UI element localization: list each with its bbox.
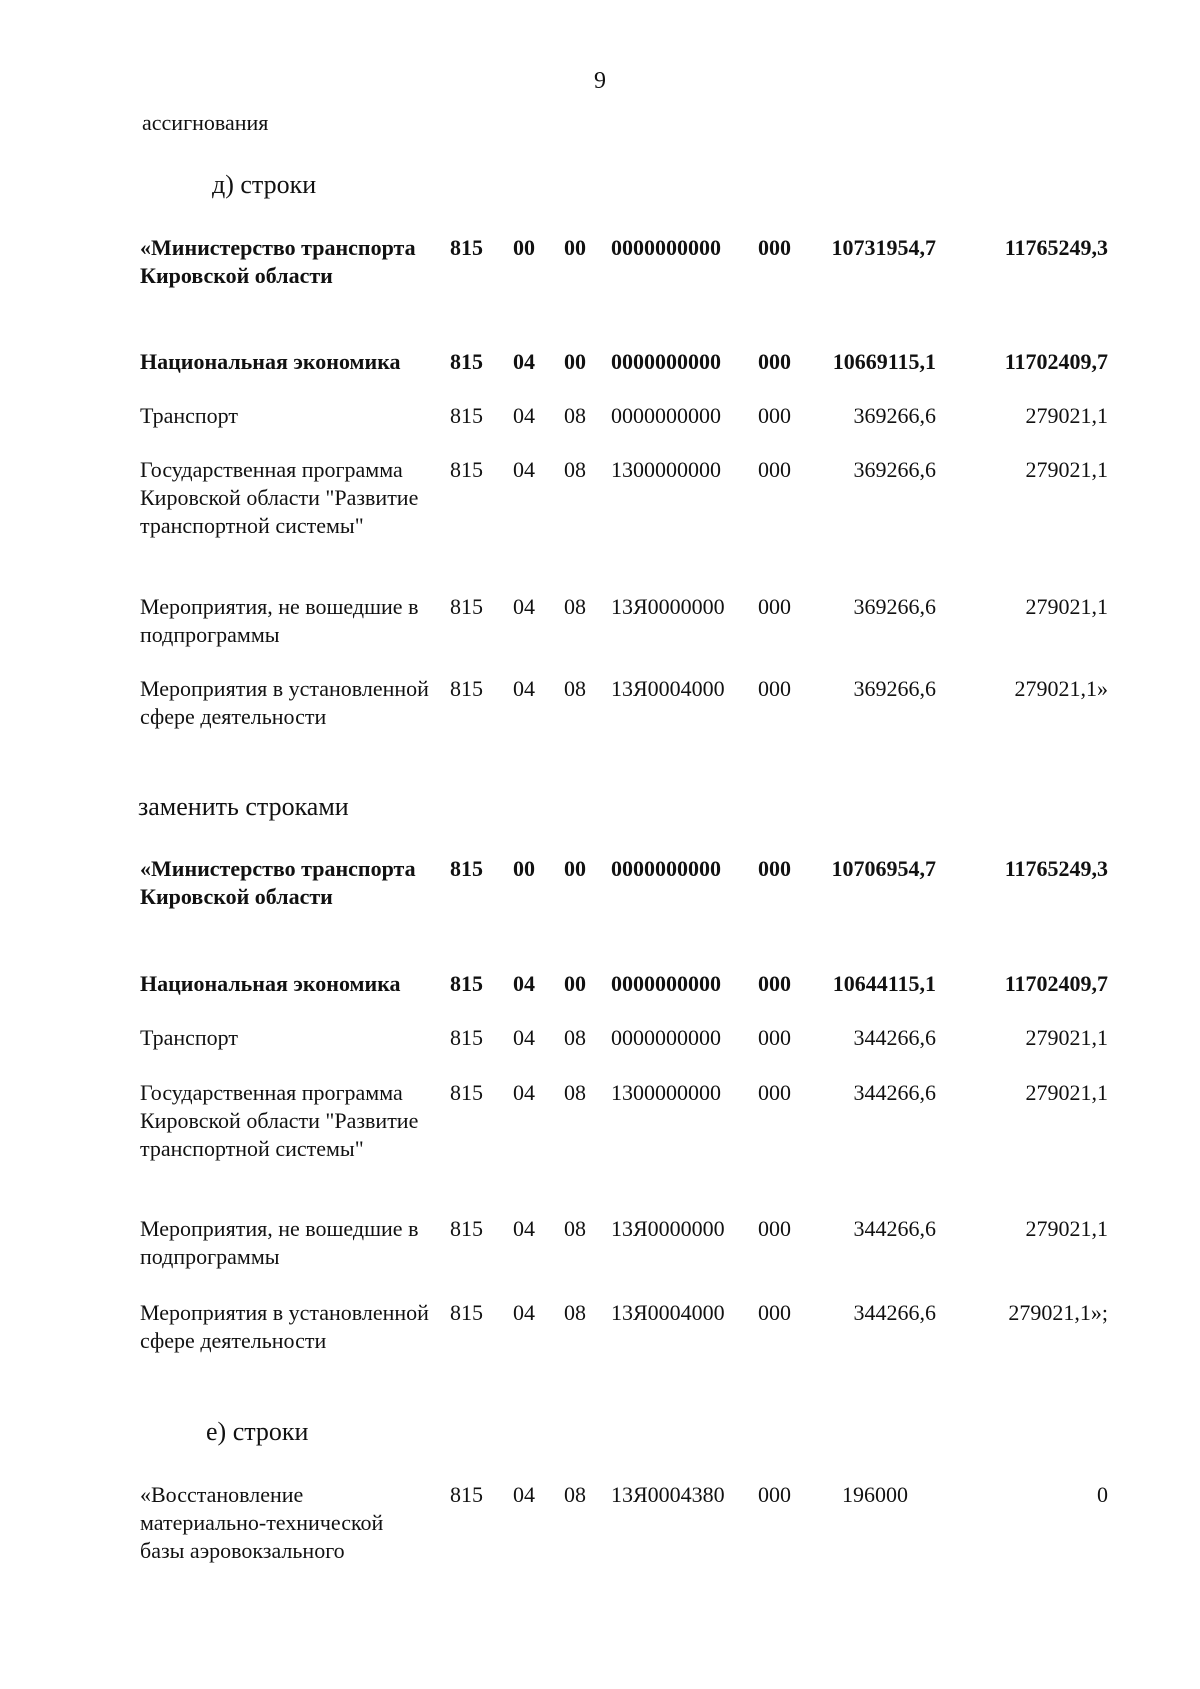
code-expense: 000 bbox=[758, 1216, 791, 1241]
code-section: 04 bbox=[513, 1300, 535, 1325]
code-section: 00 bbox=[513, 856, 535, 881]
code-target: 0000000000 bbox=[611, 856, 721, 881]
code-section: 04 bbox=[513, 676, 535, 701]
code-section: 04 bbox=[513, 1025, 535, 1050]
amount-2: 0 bbox=[1097, 1482, 1108, 1507]
code-expense: 000 bbox=[758, 349, 791, 374]
code-subsection: 08 bbox=[564, 457, 586, 482]
code-ministry: 815 bbox=[450, 349, 483, 374]
code-section: 04 bbox=[513, 971, 535, 996]
replace-heading: заменить строками bbox=[138, 792, 349, 821]
amount-1: 10669115,1 bbox=[832, 349, 936, 374]
code-ministry: 815 bbox=[450, 403, 483, 428]
code-ministry: 815 bbox=[450, 1216, 483, 1241]
code-ministry: 815 bbox=[450, 1482, 483, 1507]
row-name: Национальная экономика bbox=[140, 971, 401, 996]
code-subsection: 00 bbox=[564, 235, 586, 260]
amount-1: 196000 bbox=[842, 1482, 908, 1507]
amount-2: 279021,1 bbox=[1025, 1080, 1108, 1105]
code-target: 13Я0004000 bbox=[611, 676, 725, 701]
code-ministry: 815 bbox=[450, 971, 483, 996]
row-name: «Восстановление материально-технической базы аэровокзального bbox=[140, 1482, 384, 1563]
amount-1: 369266,6 bbox=[853, 457, 936, 482]
code-target: 0000000000 bbox=[611, 403, 721, 428]
code-section: 04 bbox=[513, 1080, 535, 1105]
code-section: 04 bbox=[513, 594, 535, 619]
code-subsection: 08 bbox=[564, 1216, 586, 1241]
row-name: Мероприятия в установленной сфере деятельности bbox=[140, 676, 429, 729]
amount-1: 369266,6 bbox=[853, 676, 936, 701]
amount-2: 11765249,3 bbox=[1004, 235, 1108, 260]
row-name: «Министерство транспорта Кировской области bbox=[140, 856, 416, 909]
row-name: Государственная программа Кировской области "Развитие транспортной системы" bbox=[140, 1080, 419, 1161]
page-number: 9 bbox=[594, 68, 606, 94]
code-section: 04 bbox=[513, 403, 535, 428]
code-ministry: 815 bbox=[450, 235, 483, 260]
code-target: 13Я0000000 bbox=[611, 1216, 725, 1241]
code-ministry: 815 bbox=[450, 457, 483, 482]
code-subsection: 08 bbox=[564, 1080, 586, 1105]
code-section: 04 bbox=[513, 457, 535, 482]
code-target: 1300000000 bbox=[611, 1080, 721, 1105]
code-expense: 000 bbox=[758, 457, 791, 482]
row-name: Мероприятия в установленной сфере деятельности bbox=[140, 1300, 429, 1353]
amount-1: 10706954,7 bbox=[831, 856, 936, 881]
code-ministry: 815 bbox=[450, 676, 483, 701]
code-ministry: 815 bbox=[450, 594, 483, 619]
code-section: 04 bbox=[513, 1216, 535, 1241]
code-section: 04 bbox=[513, 349, 535, 374]
amount-1: 344266,6 bbox=[853, 1300, 936, 1325]
row-name: Транспорт bbox=[140, 403, 239, 428]
row-name: Мероприятия, не вошедшие в подпрограммы bbox=[140, 1216, 419, 1269]
code-expense: 000 bbox=[758, 1025, 791, 1050]
code-subsection: 08 bbox=[564, 1025, 586, 1050]
amount-1: 344266,6 bbox=[853, 1025, 936, 1050]
code-subsection: 00 bbox=[564, 349, 586, 374]
row-name: Мероприятия, не вошедшие в подпрограммы bbox=[140, 594, 419, 647]
code-subsection: 00 bbox=[564, 856, 586, 881]
section-e-heading: е) строки bbox=[206, 1417, 309, 1446]
lead-text: ассигнования bbox=[142, 110, 269, 135]
code-target: 0000000000 bbox=[611, 1025, 721, 1050]
code-expense: 000 bbox=[758, 856, 791, 881]
code-expense: 000 bbox=[758, 594, 791, 619]
amount-2: 279021,1 bbox=[1025, 403, 1108, 428]
code-section: 04 bbox=[513, 1482, 535, 1507]
amount-2: 279021,1» bbox=[1014, 676, 1108, 701]
section-d-heading: д) строки bbox=[212, 170, 317, 199]
code-subsection: 08 bbox=[564, 403, 586, 428]
amount-1: 344266,6 bbox=[853, 1080, 936, 1105]
amount-2: 279021,1 bbox=[1025, 1216, 1108, 1241]
code-ministry: 815 bbox=[450, 1025, 483, 1050]
amount-2: 279021,1 bbox=[1025, 594, 1108, 619]
code-target: 13Я0004380 bbox=[611, 1482, 725, 1507]
row-name: Государственная программа Кировской области "Развитие транспортной системы" bbox=[140, 457, 419, 538]
code-expense: 000 bbox=[758, 1080, 791, 1105]
amount-1: 369266,6 bbox=[853, 594, 936, 619]
code-expense: 000 bbox=[758, 676, 791, 701]
amount-2: 11702409,7 bbox=[1004, 349, 1108, 374]
code-target: 13Я0004000 bbox=[611, 1300, 725, 1325]
code-subsection: 08 bbox=[564, 676, 586, 701]
code-target: 13Я0000000 bbox=[611, 594, 725, 619]
code-target: 1300000000 bbox=[611, 457, 721, 482]
amount-1: 10644115,1 bbox=[832, 971, 936, 996]
amount-2: 279021,1 bbox=[1025, 457, 1108, 482]
amount-1: 369266,6 bbox=[853, 403, 936, 428]
amount-2: 279021,1»; bbox=[1008, 1300, 1108, 1325]
amount-1: 10731954,7 bbox=[831, 235, 936, 260]
code-subsection: 00 bbox=[564, 971, 586, 996]
row-name: Национальная экономика bbox=[140, 349, 401, 374]
amount-2: 279021,1 bbox=[1025, 1025, 1108, 1050]
code-target: 0000000000 bbox=[611, 971, 721, 996]
code-expense: 000 bbox=[758, 971, 791, 996]
code-ministry: 815 bbox=[450, 1300, 483, 1325]
amount-1: 344266,6 bbox=[853, 1216, 936, 1241]
code-section: 00 bbox=[513, 235, 535, 260]
code-expense: 000 bbox=[758, 1300, 791, 1325]
amount-2: 11765249,3 bbox=[1004, 856, 1108, 881]
row-name: Транспорт bbox=[140, 1025, 239, 1050]
code-subsection: 08 bbox=[564, 1300, 586, 1325]
code-expense: 000 bbox=[758, 1482, 791, 1507]
code-expense: 000 bbox=[758, 403, 791, 428]
amount-2: 11702409,7 bbox=[1004, 971, 1108, 996]
code-ministry: 815 bbox=[450, 856, 483, 881]
code-subsection: 08 bbox=[564, 594, 586, 619]
code-target: 0000000000 bbox=[611, 235, 721, 260]
code-expense: 000 bbox=[758, 235, 791, 260]
code-subsection: 08 bbox=[564, 1482, 586, 1507]
code-target: 0000000000 bbox=[611, 349, 721, 374]
row-name: «Министерство транспорта Кировской области bbox=[140, 235, 416, 288]
code-ministry: 815 bbox=[450, 1080, 483, 1105]
